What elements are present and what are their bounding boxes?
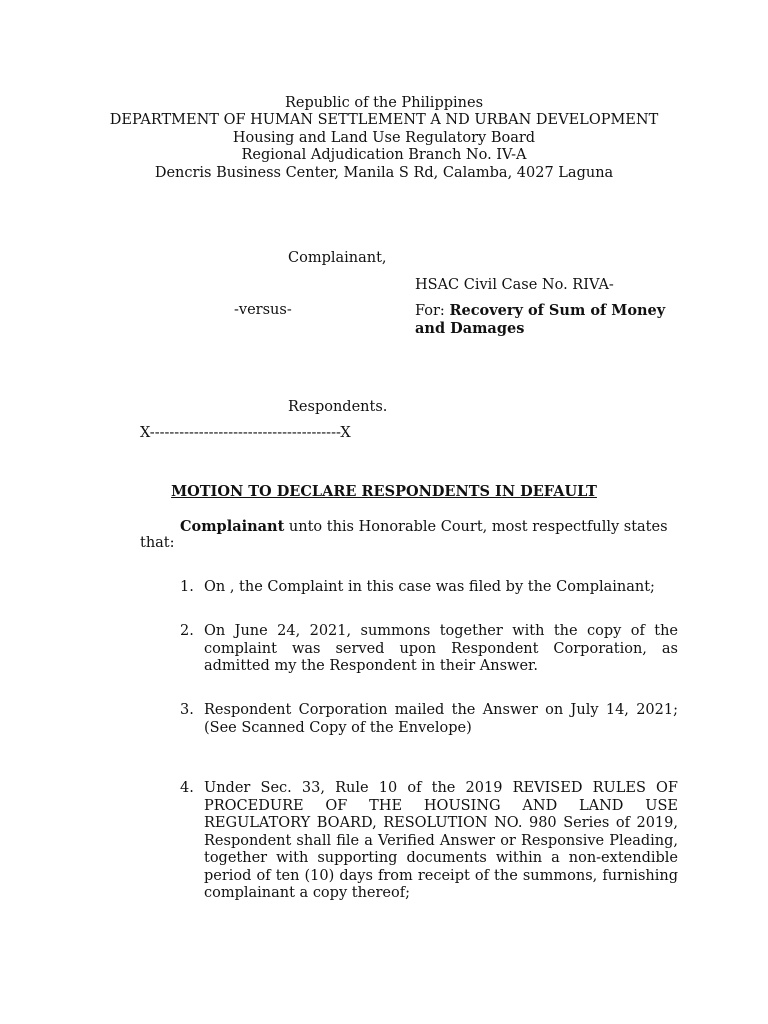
item-number: 3. [180,702,194,718]
for-label: For: [415,303,445,319]
versus-label: -versus- [234,302,292,318]
item-text: Under Sec. 33, Rule 10 of the 2019 REVISED RULES OF PROCEDURE OF THE HOUSING AND LAND USE REGULATORY BOARD, RESOLUTION NO. 980 Series of 2019, Respondent shall file a Verified Answer or Responsive Pleading, together with supporting documents within a non-extendible period of ten (10) days from receipt of the summons, furnishing complainant a copy thereof; [204,780,678,901]
header-board: Housing and Land Use Regulatory Board [232,130,536,146]
case-subject [415,302,665,321]
case-number: HSAC Civil Case No. RIVA- [415,277,614,293]
item-text: On , the Complaint in this case was filed by the Complainant; [204,579,655,595]
intro-line-2: that: [140,535,175,551]
item-text: Respondent Corporation mailed the Answer on July 14, 2021; (See Scanned Copy of the Envelope) [204,702,678,736]
motion-title: MOTION TO DECLARE RESPONDENTS IN DEFAULT [171,483,597,500]
subject-line-2: and Damages [415,320,525,337]
intro-complainant: Complainant [180,518,285,535]
subject-line-1: Recovery of Sum of Money [449,302,666,319]
item-number: 4. [180,780,194,796]
header-address: Dencris Business Center, Manila S Rd, Calamba, 4027 Laguna [154,165,614,181]
item-number: 1. [180,579,194,595]
header-branch: Regional Adjudication Branch No. IV-A [241,147,527,163]
item-number: 2. [180,623,194,639]
header-department: DEPARTMENT OF HUMAN SETTLEMENT A ND URBAN DEVELOPMENT [109,112,659,128]
intro-text: unto this Honorable Court, most respectfully states [284,519,668,535]
caption-separator: X---------------------------------------X [140,425,351,441]
item-text: On June 24, 2021, summons together with the copy of the complaint was served upon Respondent Corporation, as admitted my the Respondent in their Answer. [204,623,678,674]
complainant-label: Complainant, [288,250,387,266]
respondents-label: Respondents. [288,399,388,415]
intro-line-1 [180,518,668,537]
header-republic: Republic of the Philippines [284,95,484,111]
